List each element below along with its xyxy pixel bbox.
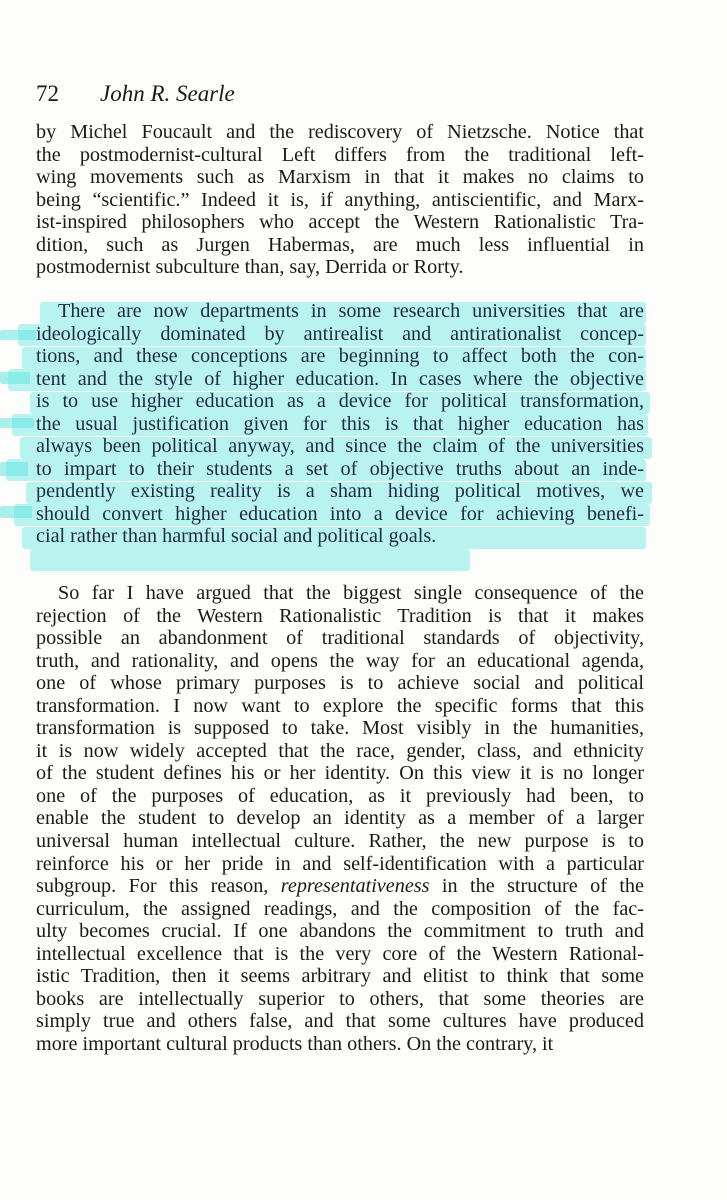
text-line: tent and the style of higher education. In cases where the objective	[36, 367, 644, 390]
text-line: wing movements such as Marxism in that it makes no claims to	[36, 166, 644, 189]
running-header	[36, 80, 235, 108]
text-line: of the student defines his or her identity. On this view it is no longer	[36, 762, 644, 785]
running-head-author: John R. Searle	[100, 81, 235, 106]
text-line: truth, and rationality, and opens the way for an educational agenda,	[36, 649, 644, 672]
text-line: is to use higher education as a device for political transformation,	[36, 390, 644, 413]
text-line: tions, and these conceptions are beginning to affect both the con-	[36, 345, 644, 368]
text-line: ist-inspired philosophers who accept the Western Rationalistic Tra-	[36, 211, 644, 234]
text-line: possible an abandonment of traditional standards of objectivity,	[36, 627, 644, 650]
text-line: reinforce his or her pride in and self-identification with a particular	[36, 852, 644, 875]
page-number: 72	[36, 81, 59, 106]
text-line: intellectual excellence that is the very core of the Western Rational-	[36, 942, 644, 965]
text-line: pendently existing reality is a sham hiding political motives, we	[36, 480, 644, 503]
text-line: books are intellectually superior to others, that some theories are	[36, 987, 644, 1010]
text-line: to impart to their students a set of objective truths about an inde-	[36, 457, 644, 480]
text-line: the usual justification given for this is that higher education has	[36, 412, 644, 435]
text-line: it is now widely accepted that the race, gender, class, and ethnicity	[36, 739, 644, 762]
text-line: There are now departments in some research universities that are	[58, 300, 644, 322]
text-line: should convert higher education into a device for achieving benefi-	[36, 502, 644, 525]
text-line: ulty becomes crucial. If one abandons the commitment to truth and	[36, 920, 644, 943]
text-line: being “scientific.” Indeed it is, if anything, antiscientific, and Marx-	[36, 188, 644, 211]
text-line: enable the student to develop an identity as a member of a larger	[36, 807, 644, 830]
text-line: istic Tradition, then it seems arbitrary and elitist to think that some	[36, 965, 644, 988]
text-line: always been political anyway, and since the claim of the universities	[36, 435, 644, 458]
paragraph-1	[36, 121, 644, 279]
text-line: postmodernist subculture than, say, Derrida or Rorty.	[36, 256, 464, 279]
text-line: curriculum, the assigned readings, and the composition of the fac-	[36, 897, 644, 920]
text-line: simply true and others false, and that some cultures have produced	[36, 1010, 644, 1033]
text-line: So far I have argued that the biggest single consequence of the	[58, 582, 644, 604]
text-line: cial rather than harmful social and political goals.	[36, 525, 437, 548]
text-line: more important cultural products than others. On the contrary, it	[36, 1032, 554, 1055]
text-line: one of the purposes of education, as it previously had been, to	[36, 784, 644, 807]
text-line: by Michel Foucault and the rediscovery of Nietzsche. Notice that	[36, 121, 644, 143]
text-line: ideologically dominated by antirealist and antirationalist concep-	[36, 322, 644, 345]
text-line: subgroup. For this reason, representativeness in the structure of the	[36, 875, 644, 898]
text-line: transformation. I now want to explore the specific forms that this	[36, 694, 644, 717]
paragraph-2-highlighted	[36, 300, 644, 548]
text-line: transformation is supposed to take. Most visibly in the humanities,	[36, 717, 644, 740]
text-line: the postmodernist-cultural Left differs from the traditional left-	[36, 143, 644, 166]
text-line: dition, such as Jurgen Habermas, are much less influential in	[36, 233, 644, 256]
text-line: universal human intellectual culture. Rather, the new purpose is to	[36, 830, 644, 853]
paragraph-3	[36, 582, 644, 1055]
text-line: one of whose primary purposes is to achieve social and political	[36, 672, 644, 695]
text-line: rejection of the Western Rationalistic Tradition is that it makes	[36, 604, 644, 627]
